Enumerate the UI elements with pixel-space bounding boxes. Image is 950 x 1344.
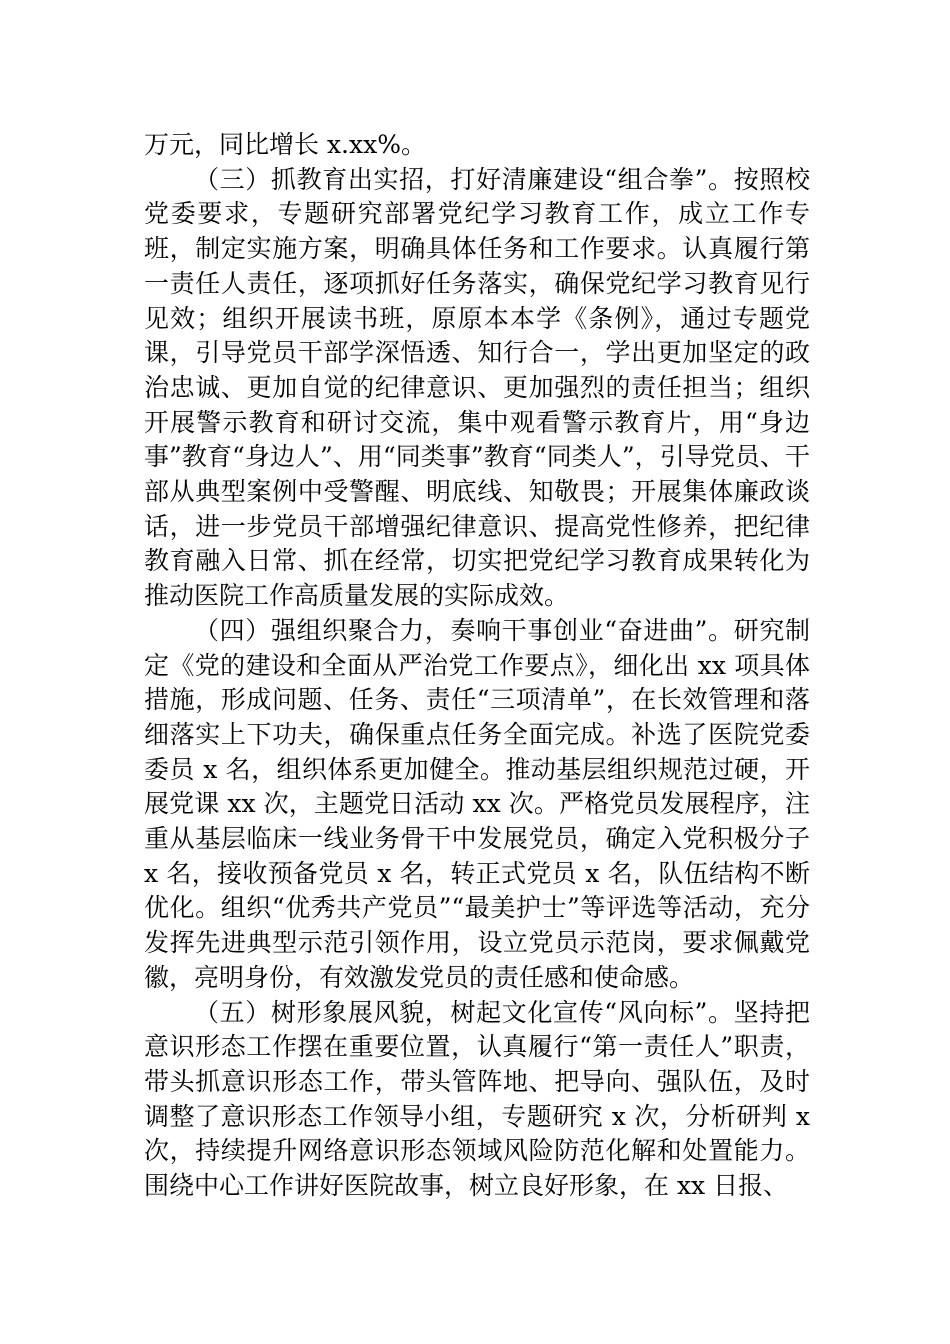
- paragraph-section-3: （三）抓教育出实招，打好清廉建设“组合拳”。按照校党委要求，专题研究部署党纪学习教育工作，成立工作专班，制定实施方案，明确具体任务和工作要求。认真履行第一责任人责任，逐项抓好任务落实，确保党纪学习教育见行见效；组织开展读书班，原原本本学《条例》，通过专题党课，引导党员干部学深悟透、知行合一，学出更加坚定的政治忠诚、更加自觉的纪律意识、更加强烈的责任担当；组织开展警示教育和研讨交流，集中观看警示教育片，用“身边事”教育“身边人”、用“同类事”教育“同类人”，引导党员、干部从典型案例中受警醒、明底线、知敬畏；开展集体廉政谈话，进一步党员干部增强纪律意识、提高党性修养，把纪律教育融入日常、抓在经常，切实把党纪学习教育成果转化为推动医院工作高质量发展的实际成效。: [144, 164, 810, 611]
- paragraph-section-4: （四）强组织聚合力，奏响干事创业“奋进曲”。研究制定《党的建设和全面从严治党工作要点》，细化出 xx 项具体措施，形成问题、任务、责任“三项清单”，在长效管理和落细落实上下功夫，确保重点任务全面完成。补选了医院党委委员 x 名，组织体系更加健全。推动基层组织规范过硬，开展党课 xx 次，主题党日活动 xx 次。严格党员发展程序，注重从基层临床一线业务骨干中发展党员，确定入党积极分子 x 名，接收预备党员 x 名，转正式党员 x 名，队伍结构不断优化。组织“优秀共产党员”“最美护士”等评选等活动，充分发挥先进典型示范引领作用，设立党员示范岗，要求佩戴党徽，亮明身份，有效激发党员的责任感和使命感。: [144, 615, 810, 992]
- paragraph-section-5: （五）树形象展风貌，树起文化宣传“风向标”。坚持把意识形态工作摆在重要位置，认真履行“第一责任人”职责，带头抓意识形态工作，带头管阵地、把导向、强队伍，及时调整了意识形态工作领导小组，专题研究 x 次，分析研判 x 次，持续提升网络意识形态领域风险防范化解和处置能力。围绕中心工作讲好医院故事，树立良好形象，在 xx 日报、: [144, 997, 810, 1201]
- document-body: [144, 128, 810, 1204]
- paragraph-continuation: 万元，同比增长 x.xx%。: [144, 130, 426, 159]
